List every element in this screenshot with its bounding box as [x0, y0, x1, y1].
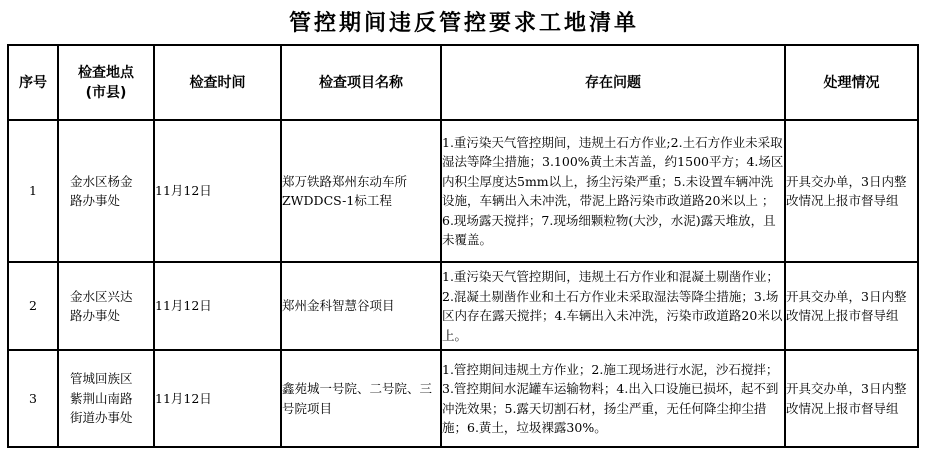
header-location-line1: 检查地点	[78, 64, 134, 81]
header-location-line2: (市县)	[85, 84, 127, 101]
location-text: 金水区杨金路办事处	[70, 173, 133, 208]
cell-seq: 3	[8, 350, 58, 447]
table-row	[8, 350, 918, 447]
header-handling: 处理情况	[785, 45, 918, 120]
cell-project: 郑万铁路郑州东动车所ZWDDCS-1标工程	[281, 120, 441, 262]
cell-issues: 1.重污染天气管控期间，违规土石方作业和混凝土剔凿作业；2.混凝土剔凿作业和土石方作业未采取湿法等降尘措施；3.场区内存在露天搅拌；4.车辆出入未冲洗，污染市政道路20米以上。	[441, 262, 785, 350]
cell-time: 11月12日	[154, 262, 281, 350]
cell-location	[58, 120, 154, 262]
cell-project: 鑫苑城一号院、二号院、三号院项目	[281, 350, 441, 447]
cell-seq: 1	[8, 120, 58, 262]
cell-handling: 开具交办单，3日内整改情况上报市督导组	[785, 120, 918, 262]
header-row	[8, 45, 918, 120]
cell-issues: 1.管控期间违规土方作业；2.施工现场进行水泥，沙石搅拌；3.管控期间水泥罐车运输物料；4.出入口设施已损坏，起不到冲洗效果；5.露天切割石材，扬尘严重，无任何降尘抑尘措施；6.黄土，垃圾裸露30%。	[441, 350, 785, 447]
header-time: 检查时间	[154, 45, 281, 120]
cell-time: 11月12日	[154, 120, 281, 262]
header-issues: 存在问题	[441, 45, 785, 120]
cell-location	[58, 262, 154, 350]
cell-location	[58, 350, 154, 447]
cell-time: 11月12日	[154, 350, 281, 447]
cell-handling: 开具交办单，3日内整改情况上报市督导组	[785, 350, 918, 447]
location-text: 管城回族区紫荆山南路街道办事处	[70, 371, 133, 426]
header-seq: 序号	[8, 45, 58, 120]
table-row	[8, 120, 918, 262]
document-title: 管控期间违反管控要求工地清单	[288, 10, 639, 36]
location-text: 金水区兴达路办事处	[70, 288, 133, 323]
inspection-table	[7, 44, 919, 448]
header-location	[58, 45, 154, 120]
cell-seq: 2	[8, 262, 58, 350]
table-row	[8, 262, 918, 350]
cell-project: 郑州金科智慧谷项目	[281, 262, 441, 350]
cell-issues: 1.重污染天气管控期间，违规土石方作业;2.土石方作业未采取湿法等降尘措施；3.100%黄土未苫盖，约1500平方；4.场区内积尘厚度达5mm以上，扬尘污染严重；5.未设置车辆冲洗设施，车辆出入未冲洗，带泥上路污染市政道路20米以上 ；6.现场露天搅拌；7.现场细颗粒物(大沙，水泥)露天堆放，且未覆盖。	[441, 120, 785, 262]
header-project: 检查项目名称	[281, 45, 441, 120]
cell-handling: 开具交办单，3日内整改情况上报市督导组	[785, 262, 918, 350]
